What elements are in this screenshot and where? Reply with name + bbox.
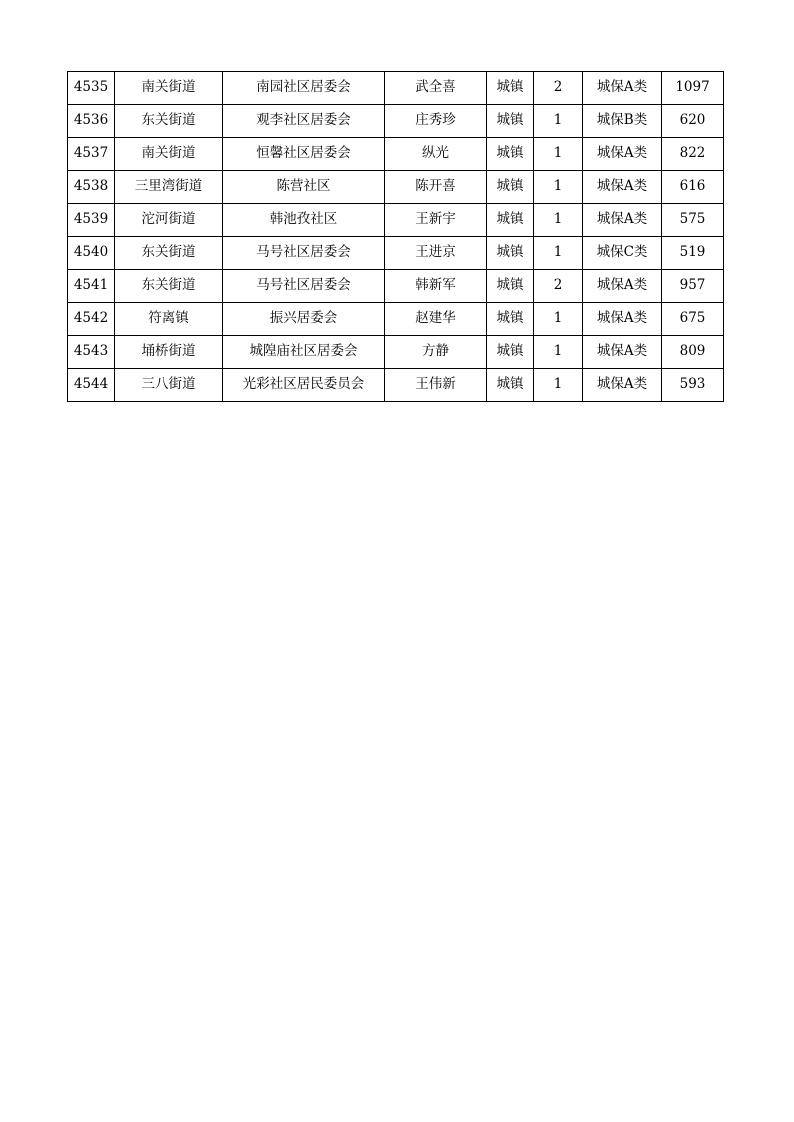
serial-number-cell: 4541: [68, 270, 115, 303]
area-type-cell: 城镇: [487, 270, 534, 303]
amount-cell: 675: [662, 303, 724, 336]
name-cell: 方静: [385, 336, 487, 369]
category-cell: 城保A类: [583, 171, 662, 204]
name-cell: 王伟新: [385, 369, 487, 402]
table-row: [68, 171, 724, 204]
community-cell: 韩池孜社区: [223, 204, 385, 237]
name-cell: 王新宇: [385, 204, 487, 237]
category-cell: 城保A类: [583, 336, 662, 369]
table-row: [68, 105, 724, 138]
table-row: [68, 336, 724, 369]
table-row: [68, 369, 724, 402]
table-row: [68, 72, 724, 105]
community-cell: 观李社区居委会: [223, 105, 385, 138]
serial-number-cell: 4535: [68, 72, 115, 105]
area-type-cell: 城镇: [487, 303, 534, 336]
amount-cell: 519: [662, 237, 724, 270]
household-count-cell: 1: [534, 336, 583, 369]
amount-cell: 616: [662, 171, 724, 204]
area-type-cell: 城镇: [487, 204, 534, 237]
community-cell: 陈营社区: [223, 171, 385, 204]
community-cell: 马号社区居委会: [223, 270, 385, 303]
community-cell: 光彩社区居民委员会: [223, 369, 385, 402]
amount-cell: 957: [662, 270, 724, 303]
serial-number-cell: 4539: [68, 204, 115, 237]
amount-cell: 593: [662, 369, 724, 402]
serial-number-cell: 4538: [68, 171, 115, 204]
recipient-table: [67, 71, 724, 402]
name-cell: 纵光: [385, 138, 487, 171]
street-cell: 南关街道: [115, 138, 223, 171]
amount-cell: 822: [662, 138, 724, 171]
category-cell: 城保B类: [583, 105, 662, 138]
street-cell: 东关街道: [115, 270, 223, 303]
category-cell: 城保C类: [583, 237, 662, 270]
serial-number-cell: 4536: [68, 105, 115, 138]
street-cell: 符离镇: [115, 303, 223, 336]
street-cell: 东关街道: [115, 237, 223, 270]
serial-number-cell: 4537: [68, 138, 115, 171]
table-row: [68, 204, 724, 237]
category-cell: 城保A类: [583, 270, 662, 303]
street-cell: 南关街道: [115, 72, 223, 105]
name-cell: 庄秀珍: [385, 105, 487, 138]
area-type-cell: 城镇: [487, 72, 534, 105]
table-row: [68, 138, 724, 171]
household-count-cell: 1: [534, 369, 583, 402]
community-cell: 城隍庙社区居委会: [223, 336, 385, 369]
community-cell: 振兴居委会: [223, 303, 385, 336]
category-cell: 城保A类: [583, 303, 662, 336]
area-type-cell: 城镇: [487, 369, 534, 402]
name-cell: 韩新军: [385, 270, 487, 303]
category-cell: 城保A类: [583, 138, 662, 171]
category-cell: 城保A类: [583, 369, 662, 402]
household-count-cell: 1: [534, 204, 583, 237]
street-cell: 沱河街道: [115, 204, 223, 237]
amount-cell: 809: [662, 336, 724, 369]
community-cell: 南园社区居委会: [223, 72, 385, 105]
area-type-cell: 城镇: [487, 105, 534, 138]
household-count-cell: 1: [534, 105, 583, 138]
serial-number-cell: 4544: [68, 369, 115, 402]
area-type-cell: 城镇: [487, 138, 534, 171]
table-row: [68, 270, 724, 303]
household-count-cell: 2: [534, 72, 583, 105]
street-cell: 东关街道: [115, 105, 223, 138]
area-type-cell: 城镇: [487, 237, 534, 270]
serial-number-cell: 4542: [68, 303, 115, 336]
amount-cell: 620: [662, 105, 724, 138]
serial-number-cell: 4543: [68, 336, 115, 369]
area-type-cell: 城镇: [487, 171, 534, 204]
name-cell: 陈开喜: [385, 171, 487, 204]
household-count-cell: 1: [534, 303, 583, 336]
serial-number-cell: 4540: [68, 237, 115, 270]
community-cell: 马号社区居委会: [223, 237, 385, 270]
household-count-cell: 1: [534, 171, 583, 204]
household-count-cell: 1: [534, 237, 583, 270]
street-cell: 三八街道: [115, 369, 223, 402]
household-count-cell: 1: [534, 138, 583, 171]
table-row: [68, 303, 724, 336]
household-count-cell: 2: [534, 270, 583, 303]
category-cell: 城保A类: [583, 72, 662, 105]
name-cell: 武全喜: [385, 72, 487, 105]
name-cell: 王进京: [385, 237, 487, 270]
community-cell: 恒馨社区居委会: [223, 138, 385, 171]
amount-cell: 575: [662, 204, 724, 237]
street-cell: 三里湾街道: [115, 171, 223, 204]
name-cell: 赵建华: [385, 303, 487, 336]
street-cell: 埇桥街道: [115, 336, 223, 369]
category-cell: 城保A类: [583, 204, 662, 237]
table-row: [68, 237, 724, 270]
area-type-cell: 城镇: [487, 336, 534, 369]
amount-cell: 1097: [662, 72, 724, 105]
